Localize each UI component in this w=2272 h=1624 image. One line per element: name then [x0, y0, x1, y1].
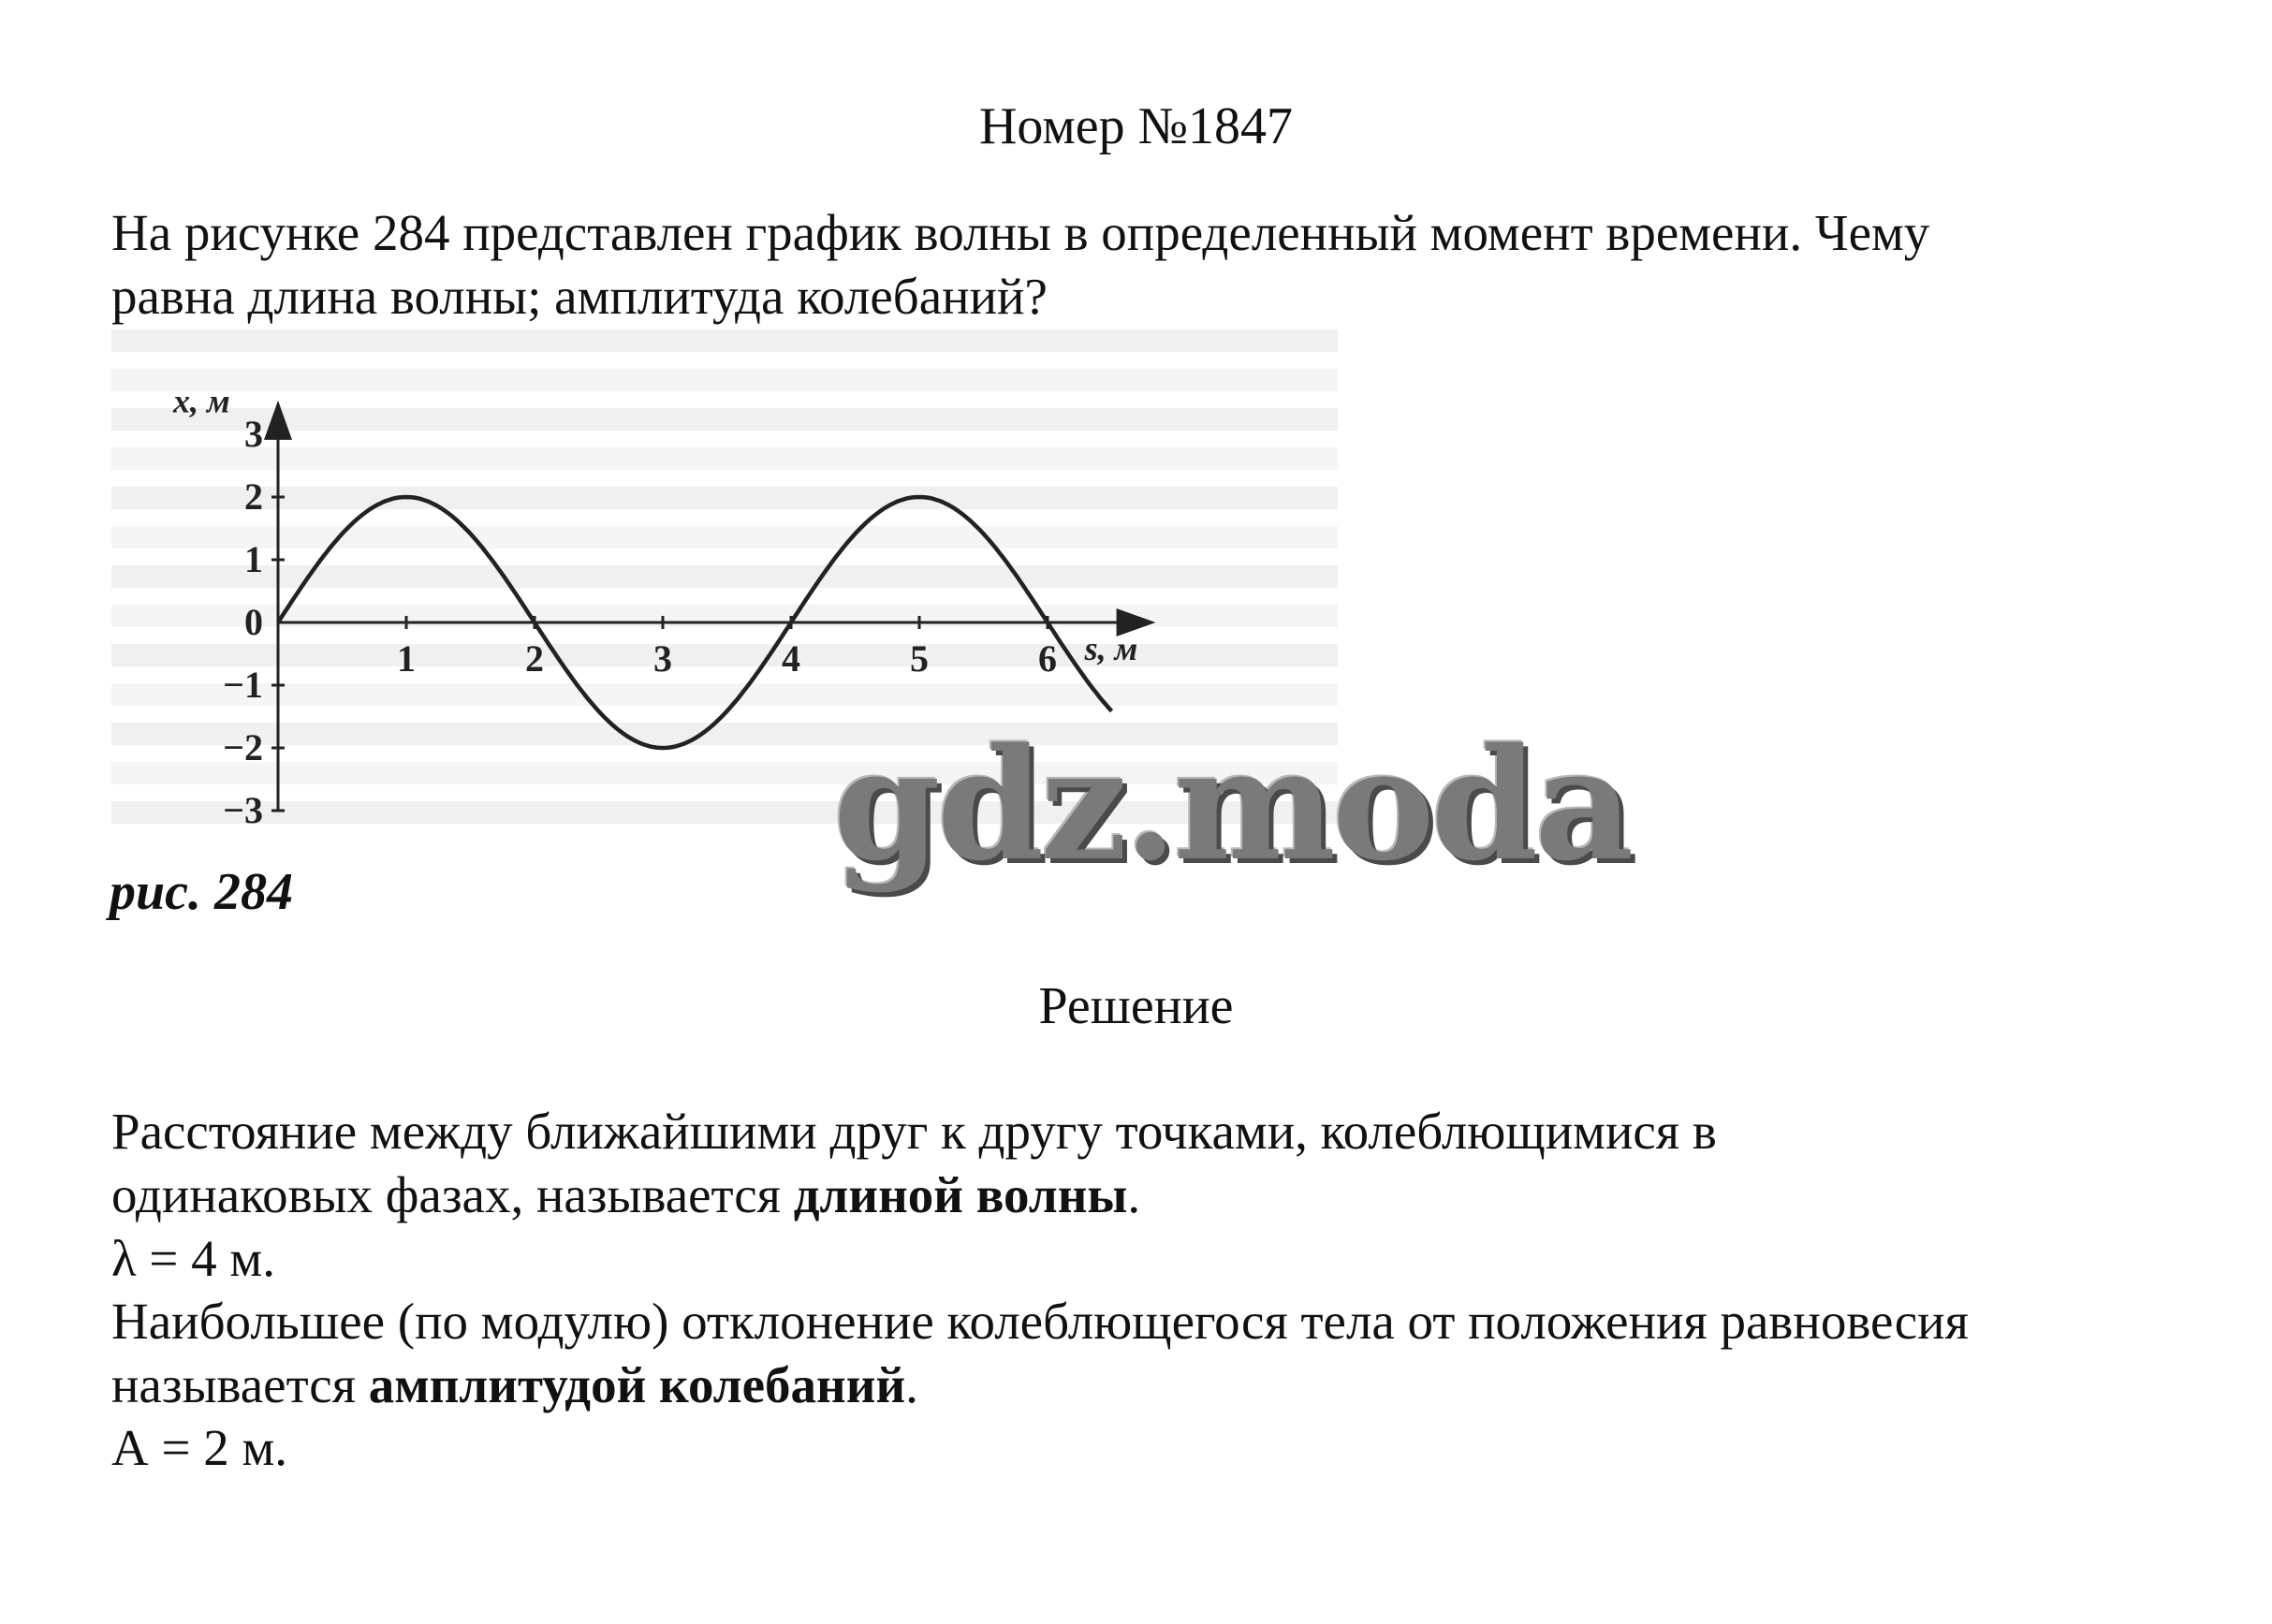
x-tick-label: 2 [525, 637, 544, 680]
scan-noise-band [111, 408, 1338, 431]
text-span: одинаковых фазах, называется [111, 1166, 794, 1223]
x-tick-label: 5 [910, 637, 929, 680]
y-tick-label: −1 [223, 664, 263, 706]
wavelength-answer: λ = 4 м. [111, 1230, 275, 1287]
x-tick-label: 6 [1038, 637, 1057, 680]
solution-line-5 [111, 1353, 918, 1417]
y-tick-label: 2 [244, 475, 263, 518]
text-span: называется [111, 1356, 369, 1413]
x-axis-label: s, м [1084, 630, 1138, 667]
x-tick-label: 1 [397, 637, 416, 680]
term-amplitude: амплитудой колебаний [368, 1356, 906, 1413]
x-tick-label: 3 [653, 637, 672, 680]
scan-noise-band [111, 369, 1338, 391]
scan-noise-band [111, 526, 1338, 549]
y-tick-label: 1 [244, 538, 263, 580]
problem-statement [111, 201, 2199, 329]
y-tick-label: 3 [244, 413, 263, 455]
text-span: . [1127, 1166, 1141, 1223]
scan-noise-band [111, 487, 1338, 509]
scan-noise-band [111, 683, 1338, 706]
figure-caption: рис. 284 [110, 863, 293, 921]
scan-noise-band [111, 644, 1338, 666]
problem-line-2: равна длина волны; амплитуда колебаний? [111, 268, 1048, 325]
text-span: . [905, 1356, 918, 1413]
amplitude-answer: А = 2 м. [111, 1419, 288, 1476]
watermark-logo: gdz.moda [833, 714, 1631, 895]
problem-line-1: На рисунке 284 представлен график волны в определенный момент времени. Чему [111, 204, 1930, 261]
solution-line-4: Наибольшее (по модулю) отклонение колеблющегося тела от положения равновесия [111, 1293, 1969, 1350]
scan-noise-band [111, 565, 1338, 588]
y-tick-label: −2 [223, 726, 263, 768]
y-tick-label: 0 [244, 601, 263, 643]
page-title: Номер №1847 [978, 97, 1294, 155]
y-tick-label: −3 [223, 789, 263, 831]
solution-line-2 [111, 1163, 1140, 1227]
solution-line-1: Расстояние между ближайшими друг к другу точками, колеблющимися в [111, 1103, 1717, 1160]
term-wavelength: длиной волны [793, 1166, 1128, 1223]
solution-title: Решение [1038, 977, 1234, 1035]
scan-noise-band [111, 447, 1338, 470]
x-tick-label: 4 [782, 637, 800, 680]
scan-noise-band [111, 329, 1338, 352]
y-axis-label: x, м [173, 382, 230, 420]
